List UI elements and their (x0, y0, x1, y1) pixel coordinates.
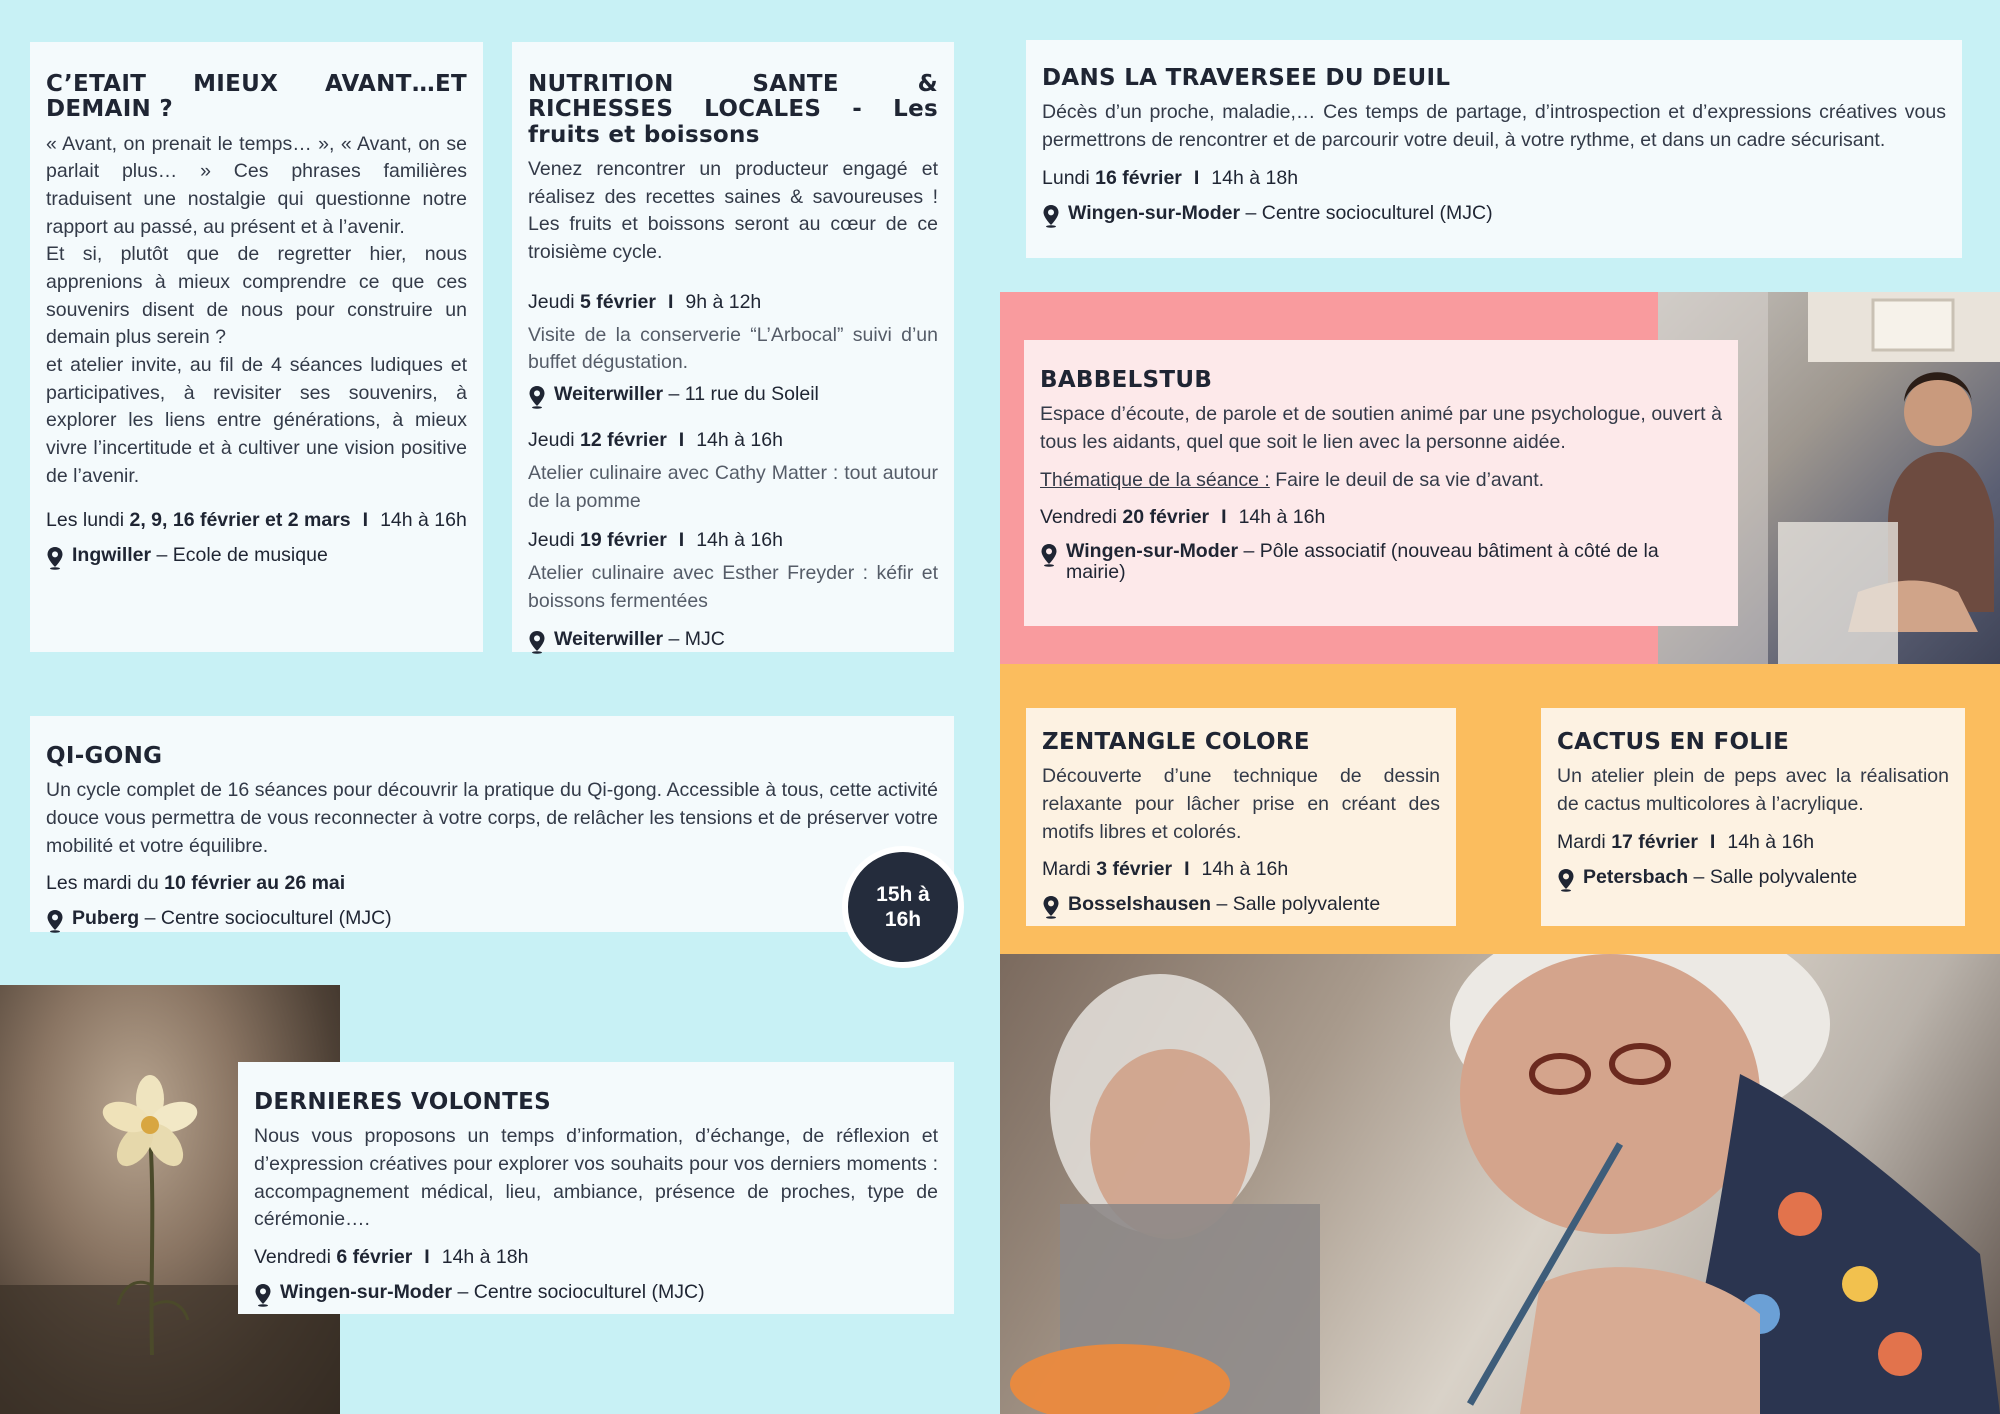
card-nutrition (512, 42, 954, 652)
location-pin-icon (1557, 868, 1575, 892)
card-title: CACTUS EN FOLIE (1557, 729, 1790, 755)
card-location: Wingen-sur-Moder – Centre socioculturel (MJC) (1042, 202, 1946, 228)
location-pin-icon (528, 630, 546, 654)
card-theme: Thématique de la séance : Faire le deuil de sa vie d’avant. (1040, 468, 1545, 491)
card-date: Lundi 16 février I 14h à 18h (1042, 166, 1299, 189)
card-title: NUTRITION SANTE & RICHESSES LOCALES - Les fruits et boissons (528, 71, 938, 148)
card-body: « Avant, on prenait le temps… », « Avant, on se parlait plus… » Ces phrases familières traduisent une nostalgie qui questionne notre rapport au passé, au présent et à l’avenir. Et si, plutôt que de regretter hier, nous apprenions à mieux comprendre ce que ces souvenirs disent de nous pour construire un demain plus serein ? et atelier invite, au fil de 4 séances ludiques et participatives, à revisiter ses souvenirs, à explorer les liens entre générations, à mieux vivre l’incertitude et à cultiver une vision positive de l’avenir. (46, 132, 467, 487)
card-title: C’ETAIT MIEUX AVANT…ET DEMAIN ? (46, 71, 467, 123)
card-body: Nous vous proposons un temps d’information, d’échange, de réflexion et d’expression créatives pour explorer vos souhaits pour vos derniers moments : accompagnement médical, lieu, ambiance, présence de proches, type de cérémonie…. (254, 1125, 938, 1231)
painting-photo (1000, 954, 2000, 1414)
location-pin-icon (46, 909, 64, 933)
location-pin-icon (46, 546, 64, 570)
card-date: Les lundi 2, 9, 16 février et 2 mars I 14h à 16h (46, 508, 467, 531)
session-location: Weiterwiller – MJC (528, 628, 938, 654)
session-2: Jeudi 12 février I 14h à 16h Atelier culinaire avec Cathy Matter : tout autour de la pomme (528, 429, 938, 512)
card-zentangle (1026, 708, 1456, 926)
card-babbelstub (1024, 340, 1738, 626)
card-body: Un atelier plein de peps avec la réalisation de cactus multicolores à l’acrylique. (1557, 765, 1949, 815)
session-1: Jeudi 5 février I 9h à 12h Visite de la conserverie “L’Arbocal” suivi d’un buffet dégustation. Weiterwiller – 11 rue du Soleil (528, 291, 938, 409)
card-mieux-avant (30, 42, 483, 652)
card-location: Wingen-sur-Moder – Centre socioculturel (MJC) (254, 1281, 938, 1307)
card-qigong (30, 716, 954, 932)
card-title: QI-GONG (46, 743, 163, 769)
card-body: Un cycle complet de 16 séances pour découvrir la pratique du Qi-gong. Accessible à tous, cette activité douce vous permettra de vous reconnecter à votre corps, de relâcher les tensions et de préserver votre mobilité et votre équilibre. (46, 779, 938, 857)
card-cactus (1541, 708, 1965, 926)
card-date: Mardi 3 février I 14h à 16h (1042, 858, 1289, 881)
card-deuil (1026, 40, 1962, 258)
card-date: Vendredi 6 février I 14h à 18h (254, 1246, 529, 1269)
location-pin-icon (528, 385, 546, 409)
card-body: Décès d’un proche, maladie,… Ces temps de partage, d’introspection et d’expressions créatives vous permettrons de rencontrer et de parcourir votre deuil, à votre rythme, et dans un cadre sécurisant. (1042, 101, 1946, 151)
card-body: Espace d’écoute, de parole et de soutien animé par une psychologue, ouvert à tous les aidants, quel que soit le lien avec la personne aidée. (1040, 403, 1722, 453)
location-pin-icon (1042, 895, 1060, 919)
card-date: Mardi 17 février I 14h à 16h (1557, 830, 1815, 853)
session-location: Weiterwiller – 11 rue du Soleil (528, 383, 938, 409)
location-pin-icon (254, 1283, 272, 1307)
card-title: ZENTANGLE COLORE (1042, 729, 1310, 755)
card-location: Petersbach – Salle polyvalente (1557, 866, 1949, 892)
card-title: DERNIERES VOLONTES (254, 1089, 551, 1115)
card-location: Puberg – Centre socioculturel (MJC) (46, 907, 938, 933)
card-date: Les mardi du 10 février au 26 mai (46, 872, 346, 895)
card-date: Vendredi 20 février I 14h à 16h (1040, 506, 1326, 529)
card-title: BABBELSTUB (1040, 367, 1213, 393)
card-body: Découverte d’une technique de dessin relaxante pour lâcher prise en créant des motifs libres et colorés. (1042, 765, 1440, 843)
card-location: Bosselshausen – Salle polyvalente (1042, 893, 1440, 919)
painting-illustration (1000, 954, 2000, 1414)
card-body: Venez rencontrer un producteur engagé et réalisez des recettes saines & savoureuses ! Les fruits et boissons seront au cœur de ce troisième cycle. (528, 157, 938, 263)
session-3: Jeudi 19 février I 14h à 16h Atelier culinaire avec Esther Freyder : kéfir et boissons fermentées Weiterwiller – MJC (528, 529, 938, 653)
time-badge: 15h à 16h (842, 846, 964, 968)
right-panel (1000, 0, 2000, 1414)
location-pin-icon (1042, 204, 1060, 228)
card-dernieres-volontes (238, 1062, 954, 1314)
location-pin-icon (1040, 543, 1058, 567)
card-location: Wingen-sur-Moder – Pôle associatif (nouveau bâtiment à côté de la mairie) (1040, 541, 1722, 582)
card-location: Ingwiller – Ecole de musique (46, 544, 467, 570)
card-title: DANS LA TRAVERSEE DU DEUIL (1042, 65, 1451, 91)
